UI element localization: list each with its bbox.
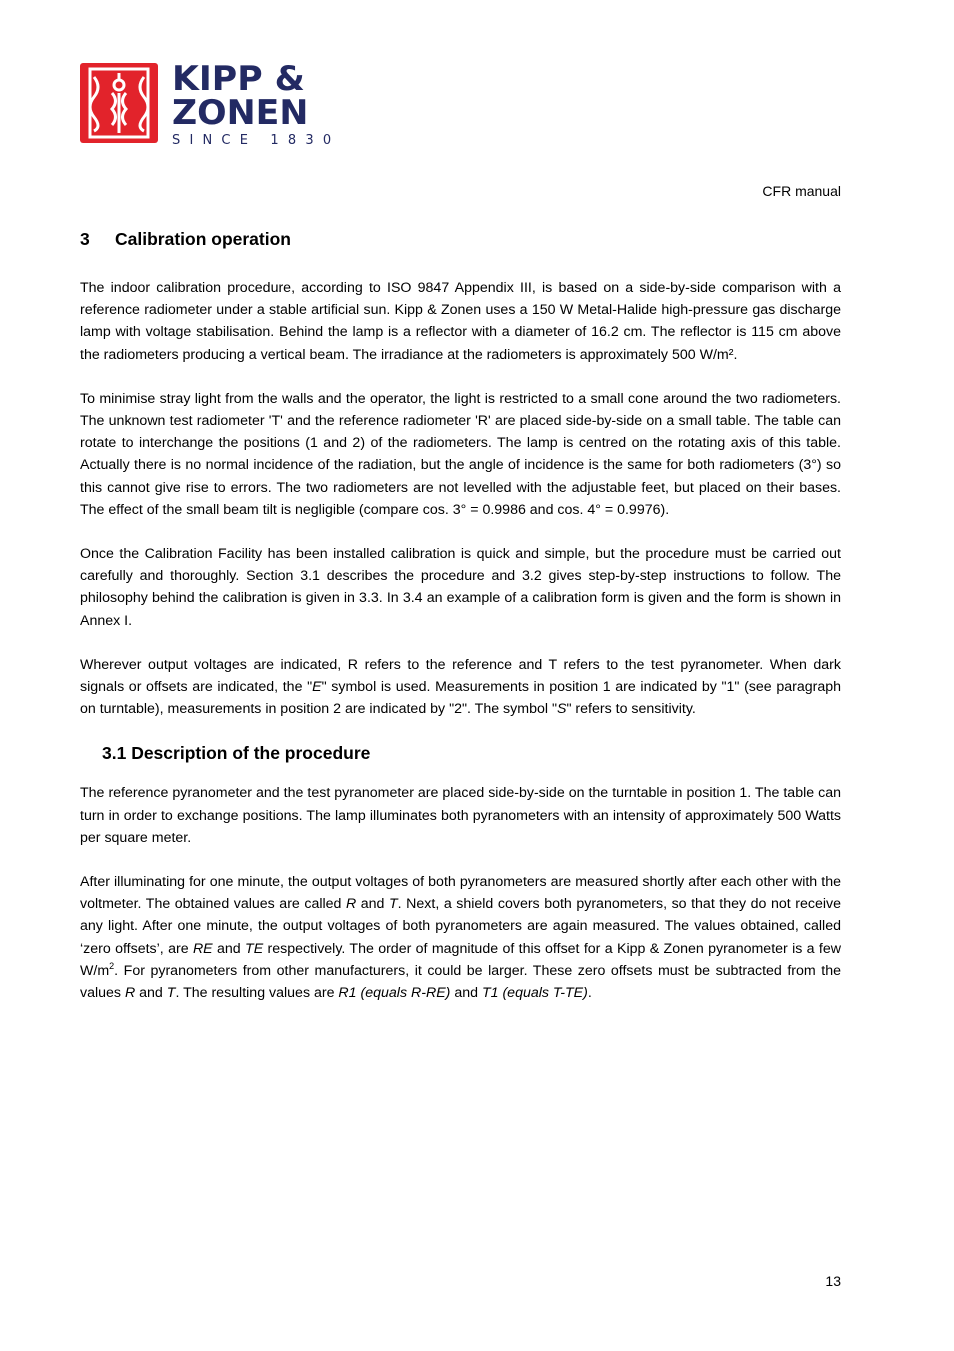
logo-since: SINCE 1830 [172, 133, 341, 148]
section-heading [80, 228, 841, 250]
italic-te: TE [245, 940, 264, 957]
text-run: . [587, 985, 592, 1002]
italic-t1: T1 (equals T-TE) [481, 985, 588, 1002]
text-run: " refers to sensitivity. [566, 701, 696, 718]
italic-symbol-e: E [312, 679, 322, 696]
section-title: Calibration operation [115, 229, 291, 249]
italic-r: R [345, 896, 357, 913]
paragraph-2: To minimise stray light from the walls and the operator, the light is restricted to a small cone around the two radiometers. The unknown test radiometer 'T' and the reference radiometer 'R' are placed side-by-side on a small table. The table can rotate to interchange the positions (1 and 2) of the radiometers. The lamp is centred on the rotating axis of this table. Actually there is no normal incidence of the radiation, but the angle of incidence is the same for both radiometers (3°) so this cannot give rise to errors. The two radiometers are not levelled with the adjustable feet, but placed on their bases. The effect of the small beam tilt is negligible (compare cos. 3° = 0.9986 and cos. 4° = 0.9976). [80, 390, 841, 518]
page-number: 13 [825, 1273, 841, 1289]
text-run: and [212, 940, 246, 957]
section-number: 3 [80, 229, 90, 249]
text-run: Wherever output voltages are indicated, R refers to the reference and T refers to the test pyranometer. When dark signals or offsets are indicated, the " [80, 656, 841, 696]
italic-r1: R1 (equals R-RE) [338, 985, 451, 1002]
subsection-paragraph-2 [80, 871, 841, 1004]
text-run: . For pyranometers from other manufacturers, it could be larger. These zero offsets must be subtracted from the values [80, 962, 841, 1002]
paragraph-4 [80, 654, 841, 721]
text-run: " symbol is used. Measurements in position 1 are indicated by "1" (see paragraph on turntable), measurements in position 2 are indicated by "2". The symbol " [80, 679, 841, 718]
text-run: . The resulting values are [175, 985, 339, 1002]
superscript-2: 2 [109, 960, 115, 971]
text-run: After illuminating for one minute, the output voltages of both pyranometers are measured shortly after each other with the voltmeter. The obtained values are called [80, 874, 841, 913]
italic-t: T [389, 896, 398, 913]
logo-wordmark [172, 59, 341, 148]
logo-line-1: KIPP & [172, 59, 305, 99]
company-logo [80, 59, 342, 148]
page-content [80, 228, 841, 1026]
paragraph-1: The indoor calibration procedure, according to ISO 9847 Appendix III, is based on a side-by-side comparison with a reference radiometer under a stable artificial sun. Kipp & Zonen uses a 150 W Metal-Halide high-pressure gas discharge lamp with voltage stabilisation. Behind the lamp is a reflector with a diameter of 16.2 cm. The reflector is 115 cm above the radiometers producing a vertical beam. The irradiance at the radiometers is approximately 500 W/m². [80, 280, 841, 363]
text-run: . Next, a shield covers both pyranometers, so that they do not receive any light. After one minute, the output voltages of both pyranometers are again measured. The values obtained, called ‘zero offsets’, are [80, 896, 841, 957]
text-run: and [356, 896, 389, 913]
logo-line-2: ZONEN [172, 93, 309, 133]
subsection-paragraph-1: The reference pyranometer and the test pyranometer are placed side-by-side on the turntable in position 1. The table can turn in order to exchange positions. The lamp illuminates both pyranometers with an intensity of approximately 500 Watts per square meter. [80, 785, 841, 846]
document-title: CFR manual [762, 183, 841, 199]
italic-re: RE [192, 940, 213, 957]
kipp-zonen-emblem-icon [80, 63, 158, 143]
text-run: and [135, 985, 167, 1002]
paragraph-3: Once the Calibration Facility has been installed calibration is quick and simple, but the procedure must be carried out carefully and thoroughly. Section 3.1 describes the procedure and 3.2 gives step-by-step instructions to follow. The philosophy behind the calibration is given in 3.3. In 3.4 an example of a calibration form is given and the form is shown in Annex I. [80, 546, 841, 629]
text-run: respectively. The order of magnitude of this offset for a Kipp & Zonen pyranometer is a few W/m [80, 940, 842, 979]
italic-r: R [124, 985, 136, 1002]
subsection-heading: 3.1 Description of the procedure [102, 743, 371, 764]
italic-symbol-s: S [556, 701, 567, 718]
text-run: and [450, 985, 482, 1002]
italic-t: T [166, 985, 176, 1002]
